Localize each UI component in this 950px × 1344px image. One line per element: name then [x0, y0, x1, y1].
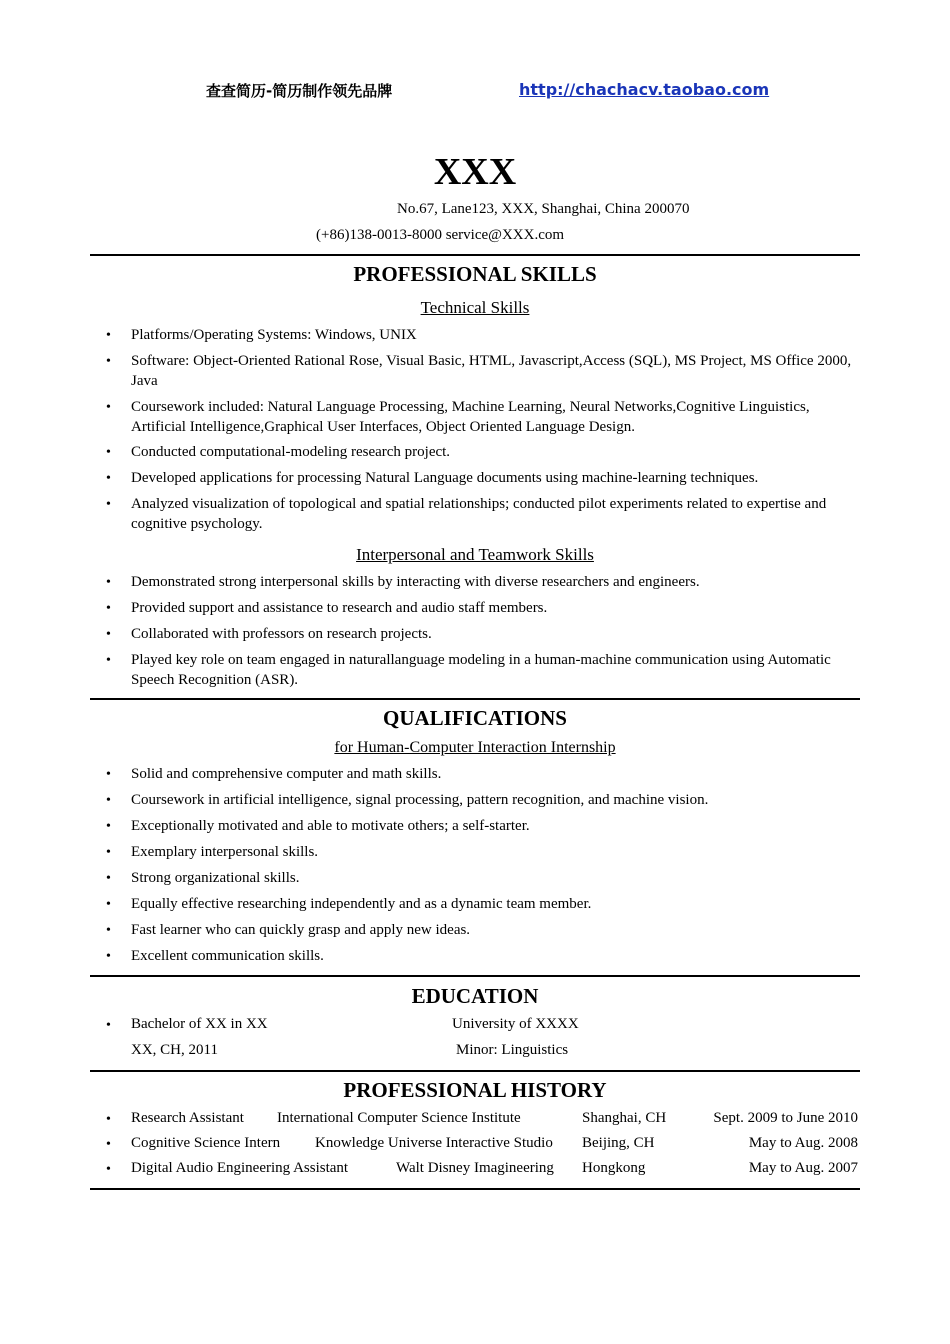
list-item: Provided support and assistance to research and audio staff members. [131, 600, 548, 616]
history-org: Walt Disney Imagineering [396, 1160, 554, 1176]
history-dates: Sept. 2009 to June 2010 [713, 1110, 858, 1126]
history-place: Hongkong [582, 1160, 646, 1176]
section-divider [90, 698, 860, 700]
list-item: Exemplary interpersonal skills. [131, 844, 319, 860]
minor: Minor: Linguistics [456, 1042, 569, 1058]
list-item: Exceptionally motivated and able to motivate others; a self-starter. [131, 818, 530, 834]
history-dates: May to Aug. 2007 [748, 1160, 858, 1176]
bullet: • [106, 1112, 111, 1127]
address: No.67, Lane123, XXX, Shanghai, China 200070 [397, 201, 690, 217]
brand-link[interactable]: http://chachacv.taobao.com [519, 80, 770, 99]
history-role: Digital Audio Engineering Assistant [131, 1160, 349, 1176]
section-title-skills: PROFESSIONAL SKILLS [353, 262, 597, 286]
subsection-title-interpersonal: Interpersonal and Teamwork Skills [356, 545, 594, 564]
list-item: Coursework included: Natural Language Processing, Machine Learning, Neural Networks,Cognitive Linguistics, Artificial Intelligence,Graphical User Interfaces, Object Oriented Language Design. [131, 399, 810, 435]
history-org: Knowledge Universe Interactive Studio [315, 1135, 553, 1151]
contact-info: (+86)138-0013-8000 service@XXX.com [316, 227, 565, 243]
bullet: • [106, 819, 111, 834]
bullet: • [106, 601, 111, 616]
bullet: • [106, 871, 111, 886]
section-divider [90, 975, 860, 977]
bullet: • [106, 949, 111, 964]
bullet: • [106, 400, 111, 415]
bullet: • [106, 1137, 111, 1152]
education-location-year: XX, CH, 2011 [131, 1042, 218, 1058]
bullet: • [106, 1162, 111, 1177]
bullet: • [106, 1018, 111, 1033]
bullet: • [106, 445, 111, 460]
list-item: Excellent communication skills. [131, 948, 324, 964]
history-dates: May to Aug. 2008 [748, 1135, 858, 1151]
bullet: • [106, 354, 111, 369]
history-org: International Computer Science Institute [277, 1110, 521, 1126]
subsection-title-technical: Technical Skills [420, 298, 530, 317]
bullet: • [106, 575, 111, 590]
bullet: • [106, 897, 111, 912]
section-divider [90, 254, 860, 256]
section-title-education: EDUCATION [411, 984, 539, 1008]
list-item: Played key role on team engaged in naturallanguage modeling in a human-machine communication using Automatic Speech Recognition (ASR). [131, 652, 831, 688]
section-title-qualifications: QUALIFICATIONS [383, 706, 567, 730]
history-place: Beijing, CH [582, 1135, 655, 1151]
history-role: Cognitive Science Intern [131, 1135, 281, 1151]
list-item: Conducted computational-modeling research project. [131, 444, 451, 460]
bullet: • [106, 845, 111, 860]
brand-text: 查查简历-简历制作领先品牌 [206, 82, 393, 100]
bullet: • [106, 767, 111, 782]
section-title-history: PROFESSIONAL HISTORY [343, 1078, 607, 1102]
list-item: Equally effective researching independently and as a dynamic team member. [131, 896, 592, 912]
bullet: • [106, 328, 111, 343]
list-item: Strong organizational skills. [131, 870, 300, 886]
list-item: Software: Object-Oriented Rational Rose, Visual Basic, HTML, Javascript,Access (SQL), MS Project, MS Office 2000, Java [131, 353, 852, 389]
bullet: • [106, 627, 111, 642]
bullet: • [106, 471, 111, 486]
list-item: Demonstrated strong interpersonal skills by interacting with diverse researchers and engineers. [131, 574, 700, 590]
list-item: Collaborated with professors on research projects. [131, 626, 432, 642]
section-divider [90, 1188, 860, 1190]
bullet: • [106, 497, 111, 512]
section-divider [90, 1070, 860, 1072]
bullet: • [106, 653, 111, 668]
list-item: Developed applications for processing Natural Language documents using machine-learning techniques. [131, 470, 759, 486]
list-item: Platforms/Operating Systems: Windows, UNIX [131, 327, 417, 343]
bullet: • [106, 793, 111, 808]
qualifications-subtitle: for Human-Computer Interaction Internship [334, 739, 616, 756]
degree: Bachelor of XX in XX [131, 1016, 268, 1032]
list-item: Coursework in artificial intelligence, signal processing, pattern recognition, and machine vision. [131, 792, 709, 808]
bullet: • [106, 923, 111, 938]
university: University of XXXX [452, 1016, 579, 1032]
candidate-name: XXX [433, 151, 517, 193]
history-role: Research Assistant [131, 1110, 244, 1126]
list-item: Solid and comprehensive computer and math skills. [131, 766, 442, 782]
list-item: Fast learner who can quickly grasp and apply new ideas. [131, 922, 471, 938]
list-item: Analyzed visualization of topological and spatial relationships; conducted pilot experiments related to expertise and cognitive psychology. [131, 496, 827, 532]
history-place: Shanghai, CH [582, 1110, 667, 1126]
